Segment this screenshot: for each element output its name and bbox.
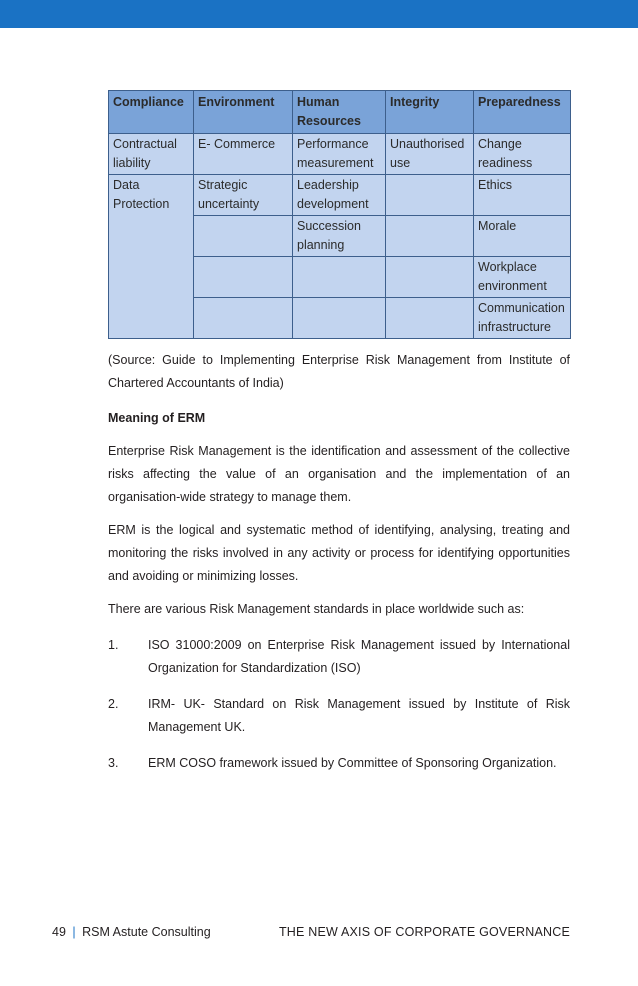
table-cell [293, 257, 386, 298]
col-header-environment: Environment [194, 91, 293, 134]
table-cell: Contractual liability [109, 134, 194, 175]
top-color-band [0, 0, 638, 28]
table-cell [386, 216, 474, 257]
list-item [108, 693, 570, 739]
list-item-text: ERM COSO framework issued by Committee of Sponsoring Organization. [148, 756, 557, 770]
page-content [108, 90, 570, 775]
paragraph-standards-intro: There are various Risk Management standards in place worldwide such as: [108, 602, 525, 616]
risk-categories-table [108, 90, 571, 339]
table-cell [194, 257, 293, 298]
list-number: 3. [108, 756, 119, 770]
table-cell [293, 298, 386, 339]
paragraph-erm-definition: Enterprise Risk Management is the identification and assessment of the collective risks affecting the value of an organisation and the implementation of an organisation-wide strategy to manage them. [108, 444, 570, 504]
page-number: 49 [52, 925, 66, 939]
table-cell: Leadership development [293, 175, 386, 216]
list-item [108, 634, 570, 680]
table-cell [194, 216, 293, 257]
list-item [108, 752, 570, 775]
table-cell [194, 298, 293, 339]
publication-title: THE NEW AXIS OF CORPORATE GOVERNANCE [278, 925, 570, 939]
col-header-integrity: Integrity [386, 91, 474, 134]
list-item-text: ISO 31000:2009 on Enterprise Risk Management issued by International Organization for Standardization (ISO) [148, 638, 570, 675]
col-header-compliance: Compliance [109, 91, 194, 134]
table-row [109, 175, 571, 216]
list-number: 2. [108, 697, 119, 711]
table-cell: Succession planning [293, 216, 386, 257]
paragraph-erm-method: ERM is the logical and systematic method of identifying, analysing, treating and monitoring the risks involved in any activity or process for identifying opportunities and avoiding or minimizing losses. [108, 523, 570, 583]
page-footer [52, 922, 570, 942]
table-row [109, 134, 571, 175]
table-cell: Strategic uncertainty [194, 175, 293, 216]
col-header-human-resources: Human Resources [293, 91, 386, 134]
list-item-text: IRM- UK- Standard on Risk Management issued by Institute of Risk Management UK. [148, 697, 570, 734]
table-cell [386, 257, 474, 298]
section-heading: Meaning of ERM [108, 411, 206, 425]
footer-left [52, 922, 211, 942]
col-header-preparedness: Preparedness [474, 91, 571, 134]
table-cell [386, 175, 474, 216]
table-cell: Ethics [474, 175, 571, 216]
table-cell: Morale [474, 216, 571, 257]
company-name: RSM Astute Consulting [82, 925, 211, 939]
footer-separator: | [72, 925, 76, 939]
table-cell: Communication infrastructure [474, 298, 571, 339]
table-cell: Data Protection [109, 175, 194, 339]
table-cell: Workplace environment [474, 257, 571, 298]
table-cell [386, 298, 474, 339]
table-cell: Change readiness [474, 134, 571, 175]
table-header-row [109, 91, 571, 134]
table-cell: Performance measurement [293, 134, 386, 175]
list-number: 1. [108, 638, 119, 652]
table-cell: Unauthorised use [386, 134, 474, 175]
source-note: (Source: Guide to Implementing Enterprise Risk Management from Institute of Chartered Accountants of India) [108, 353, 570, 390]
table-cell: E- Commerce [194, 134, 293, 175]
